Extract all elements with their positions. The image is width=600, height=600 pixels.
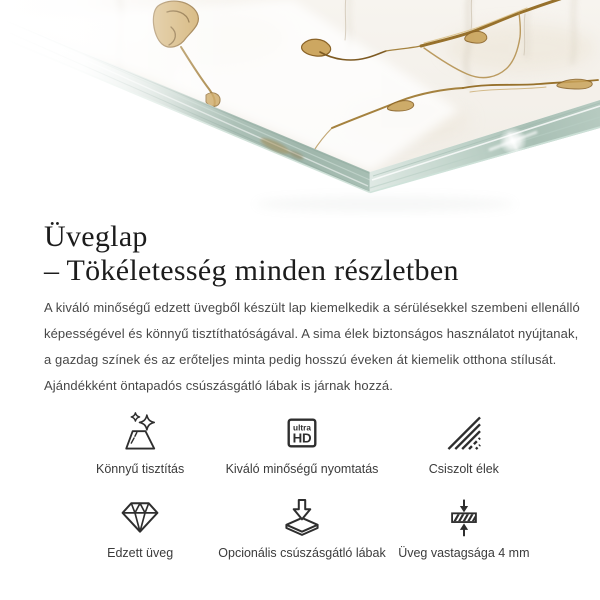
product-info [0,218,600,561]
polished-edges-icon [442,411,486,455]
feature-print-quality [208,411,395,477]
feature-label: Üveg vastagsága 4 mm [398,546,530,560]
feature-tempered-glass [72,495,208,561]
page-title-line2: – Tökéletesség minden részletben [44,254,459,287]
feature-label: Opcionális csúszásgátló lábak [218,546,386,560]
svg-text:ultra: ultra [293,423,311,433]
feature-label: Kiváló minőségű nyomtatás [225,462,379,476]
feature-anti-slip-feet [208,495,395,561]
description-line: képességével és könnyű tisztíthatóságával. A sima élek biztonságos használatot nyújtanak, [44,326,579,341]
glass-thickness-icon [442,495,486,539]
feature-label: Csiszolt élek [428,462,499,476]
page-title [44,220,560,288]
feature-easy-cleaning [72,411,208,477]
feature-polished-edges [396,411,532,477]
sparkle-clean-icon [118,411,162,455]
ultra-hd-icon [280,411,324,455]
feature-glass-thickness [396,495,532,561]
diamond-icon [118,495,162,539]
feature-grid [44,411,560,561]
product-description [44,295,580,399]
description-line: Ajándékként öntapadós csúszásgátló lábak is járnak hozzá. [44,378,393,393]
feature-row-1 [72,411,532,477]
description-line: a gazdag színek és az erőteljes minta pedig hosszú éveken át kiemelik otthona stílusát. [44,352,557,367]
white-fade-overlay [0,0,235,218]
feature-row-2 [72,495,532,561]
description-line: A kiváló minőségű edzett üvegből készült lap kiemelkedik a sérülésekkel szembeni ellenálló [44,300,580,315]
plate-shadow [255,196,515,212]
product-photo [0,0,600,218]
page-title-line1: Üveglap [44,220,148,253]
svg-text:HD: HD [292,430,312,446]
feature-label: Könnyű tisztítás [96,462,185,476]
glass-board-illustration [0,0,600,218]
anti-slip-feet-icon [280,495,324,539]
feature-label: Edzett üveg [107,546,174,560]
